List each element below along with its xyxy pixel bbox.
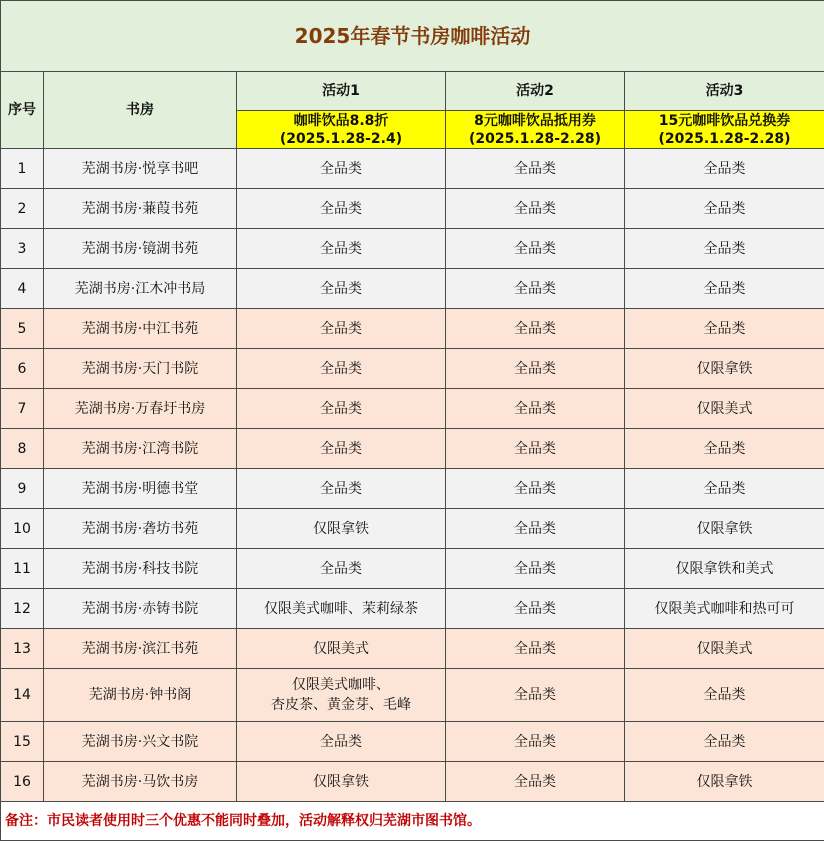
row-activity-2: 全品类 (446, 389, 625, 429)
table-row (1, 669, 824, 722)
row-activity-2: 全品类 (446, 229, 625, 269)
row-index: 12 (1, 589, 44, 629)
row-bookstore: 芜湖书房·中江书苑 (44, 309, 237, 349)
row-activity-1: 全品类 (237, 469, 446, 509)
row-activity-3: 全品类 (625, 469, 824, 509)
row-bookstore: 芜湖书房·钟书阁 (44, 669, 237, 722)
row-activity-2: 全品类 (446, 669, 625, 722)
row-bookstore: 芜湖书房·兴文书院 (44, 722, 237, 762)
row-activity-2: 全品类 (446, 309, 625, 349)
row-activity-2: 全品类 (446, 429, 625, 469)
row-activity-3: 仅限美式咖啡和热可可 (625, 589, 824, 629)
row-activity-1: 仅限拿铁 (237, 762, 446, 802)
row-activity-3: 仅限拿铁 (625, 349, 824, 389)
activity-3-period: (2025.1.28-2.28) (658, 130, 791, 147)
row-bookstore: 芜湖书房·江湾书院 (44, 429, 237, 469)
row-activity-1-line: 杏皮茶、黄金芽、毛峰 (271, 697, 411, 713)
row-activity-3: 全品类 (625, 429, 824, 469)
row-activity-1 (237, 669, 446, 722)
table-row (1, 762, 824, 802)
row-activity-1: 仅限拿铁 (237, 509, 446, 549)
row-activity-1: 全品类 (237, 309, 446, 349)
row-activity-2: 全品类 (446, 349, 625, 389)
row-index: 2 (1, 189, 44, 229)
row-index: 14 (1, 669, 44, 722)
row-bookstore: 芜湖书房·蒹葭书苑 (44, 189, 237, 229)
table-row (1, 229, 824, 269)
row-activity-1: 全品类 (237, 549, 446, 589)
activity-2-desc (446, 111, 625, 149)
row-activity-3: 全品类 (625, 149, 824, 189)
row-activity-3: 仅限拿铁和美式 (625, 549, 824, 589)
table-row (1, 469, 824, 509)
row-bookstore: 芜湖书房·悦享书吧 (44, 149, 237, 189)
row-index: 3 (1, 229, 44, 269)
table-row (1, 722, 824, 762)
row-activity-1: 全品类 (237, 229, 446, 269)
row-index: 1 (1, 149, 44, 189)
header-activity-1: 活动1 (237, 72, 446, 111)
row-index: 5 (1, 309, 44, 349)
table-row (1, 149, 824, 189)
row-activity-1: 全品类 (237, 722, 446, 762)
activity-1-name: 咖啡饮品8.8折 (293, 112, 389, 129)
row-bookstore: 芜湖书房·马饮书房 (44, 762, 237, 802)
row-index: 8 (1, 429, 44, 469)
activity-3-name: 15元咖啡饮品兑换券 (658, 112, 791, 129)
header-activity-3: 活动3 (625, 72, 824, 111)
row-activity-2: 全品类 (446, 629, 625, 669)
row-activity-2: 全品类 (446, 762, 625, 802)
row-activity-3: 仅限美式 (625, 389, 824, 429)
row-bookstore: 芜湖书房·万春圩书房 (44, 389, 237, 429)
row-activity-3: 全品类 (625, 229, 824, 269)
row-activity-2: 全品类 (446, 269, 625, 309)
row-bookstore: 芜湖书房·天门书院 (44, 349, 237, 389)
row-activity-1: 全品类 (237, 349, 446, 389)
row-bookstore: 芜湖书房·明德书堂 (44, 469, 237, 509)
row-activity-1: 全品类 (237, 269, 446, 309)
row-activity-1: 全品类 (237, 389, 446, 429)
row-activity-2: 全品类 (446, 549, 625, 589)
row-index: 9 (1, 469, 44, 509)
row-index: 13 (1, 629, 44, 669)
header-index: 序号 (1, 72, 44, 149)
page-title: 2025年春节书房咖啡活动 (1, 1, 824, 72)
row-activity-3: 全品类 (625, 669, 824, 722)
table-row (1, 509, 824, 549)
row-index: 16 (1, 762, 44, 802)
row-activity-3: 仅限拿铁 (625, 762, 824, 802)
row-index: 7 (1, 389, 44, 429)
row-activity-2: 全品类 (446, 589, 625, 629)
row-index: 6 (1, 349, 44, 389)
row-activity-3: 全品类 (625, 309, 824, 349)
row-activity-1: 全品类 (237, 149, 446, 189)
table-row (1, 189, 824, 229)
row-activity-3: 全品类 (625, 189, 824, 229)
row-index: 15 (1, 722, 44, 762)
row-index: 11 (1, 549, 44, 589)
activity-3-desc (625, 111, 824, 149)
row-activity-1-line: 仅限美式咖啡、 (292, 677, 390, 693)
table-row (1, 589, 824, 629)
row-activity-2: 全品类 (446, 469, 625, 509)
table-row (1, 389, 824, 429)
table-row (1, 309, 824, 349)
row-index: 10 (1, 509, 44, 549)
activity-1-desc (237, 111, 446, 149)
row-activity-3: 仅限拿铁 (625, 509, 824, 549)
row-index: 4 (1, 269, 44, 309)
activity-2-period: (2025.1.28-2.28) (469, 130, 601, 147)
header-activity-2: 活动2 (446, 72, 625, 111)
row-activity-1: 全品类 (237, 189, 446, 229)
row-activity-2: 全品类 (446, 189, 625, 229)
row-bookstore: 芜湖书房·科技书院 (44, 549, 237, 589)
table-row (1, 549, 824, 589)
table-row (1, 349, 824, 389)
table-row (1, 629, 824, 669)
header-bookstore: 书房 (44, 72, 237, 149)
row-activity-2: 全品类 (446, 509, 625, 549)
activity-2-name: 8元咖啡饮品抵用券 (474, 112, 596, 129)
table-row (1, 429, 824, 469)
row-bookstore: 芜湖书房·镜湖书苑 (44, 229, 237, 269)
row-activity-1: 仅限美式 (237, 629, 446, 669)
row-activity-2: 全品类 (446, 149, 625, 189)
table-row (1, 269, 824, 309)
row-activity-3: 仅限美式 (625, 629, 824, 669)
row-activity-1: 仅限美式咖啡、茉莉绿茶 (237, 589, 446, 629)
row-bookstore: 芜湖书房·赤铸书院 (44, 589, 237, 629)
footnote: 备注：市民读者使用时三个优惠不能同时叠加，活动解释权归芜湖市图书馆。 (1, 802, 824, 841)
activity-1-period: (2025.1.28-2.4) (279, 130, 403, 147)
row-bookstore: 芜湖书房·滨江书苑 (44, 629, 237, 669)
row-bookstore: 芜湖书房·砻坊书苑 (44, 509, 237, 549)
row-activity-3: 全品类 (625, 722, 824, 762)
row-activity-3: 全品类 (625, 269, 824, 309)
row-bookstore: 芜湖书房·江木冲书局 (44, 269, 237, 309)
row-activity-1: 全品类 (237, 429, 446, 469)
row-activity-2: 全品类 (446, 722, 625, 762)
